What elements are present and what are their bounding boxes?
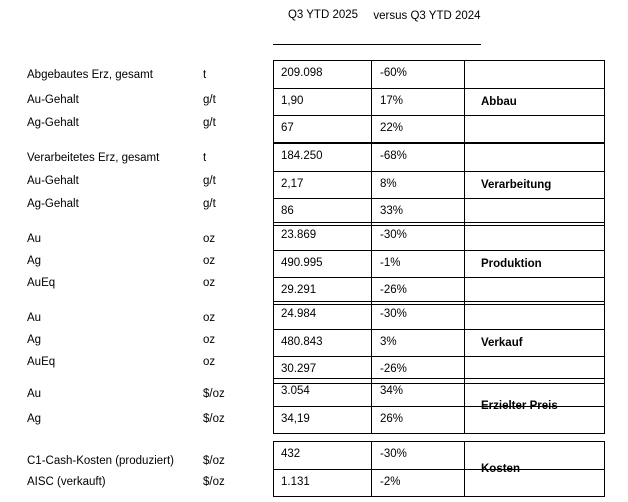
metric-unit: $/oz (203, 388, 225, 400)
value-change: -60% (373, 61, 465, 88)
values-box (273, 301, 605, 384)
metric-unit: g/t (203, 175, 216, 187)
metric-unit: oz (203, 255, 216, 267)
value-change: 17% (373, 89, 465, 115)
metric-label: AuEq (27, 356, 56, 368)
group-category-label: Erzielter Preis (481, 400, 558, 412)
header-underline (273, 44, 481, 45)
table-row (274, 198, 604, 225)
table-row (274, 144, 604, 171)
value-change: 33% (373, 199, 465, 225)
metric-unit: oz (203, 356, 216, 368)
value-change: 34% (373, 379, 465, 406)
table-row (274, 406, 604, 433)
value-change: 3% (373, 330, 465, 356)
value-current: 432 (274, 442, 372, 469)
metric-label: AISC (verkauft) (27, 476, 106, 488)
table-row (274, 223, 604, 250)
value-change: -1% (373, 251, 465, 277)
metric-label: Au (27, 388, 42, 400)
table-row (274, 250, 604, 277)
table-row (274, 61, 604, 88)
value-current: 3.054 (274, 379, 372, 406)
metric-label: Au (27, 233, 42, 245)
metric-label: Au-Gehalt (27, 94, 79, 106)
metric-unit: $/oz (203, 455, 225, 467)
value-change: -2% (373, 470, 465, 496)
metric-label: Au-Gehalt (27, 175, 79, 187)
metric-label: Ag (27, 334, 42, 346)
group-category-label: Verkauf (481, 336, 523, 349)
metric-unit: t (203, 69, 207, 81)
metric-unit: oz (203, 312, 216, 324)
metric-unit: g/t (203, 94, 216, 106)
value-change: -30% (373, 302, 465, 329)
table-row (274, 302, 604, 329)
table-row (274, 329, 604, 356)
values-box (273, 60, 605, 143)
header-period-comparison: versus Q3 YTD 2024 (373, 10, 481, 22)
metric-unit: $/oz (203, 413, 225, 425)
table-row (274, 442, 604, 469)
value-current: 2,17 (274, 172, 372, 198)
value-current: 24.984 (274, 302, 372, 329)
metric-unit: $/oz (203, 476, 225, 488)
value-current: 86 (274, 199, 372, 225)
value-change: -26% (373, 357, 465, 383)
value-current: 30.297 (274, 357, 372, 383)
value-change: -30% (373, 223, 465, 250)
metric-label: C1-Cash-Kosten (produziert) (27, 455, 175, 467)
group-category-label: Produktion (481, 257, 542, 270)
table-row (274, 115, 604, 142)
value-change: -30% (373, 442, 465, 469)
value-current: 184.250 (274, 144, 372, 171)
metric-label: Ag (27, 255, 42, 267)
table-header (0, 0, 628, 52)
value-change: 8% (373, 172, 465, 198)
metric-label: Ag (27, 413, 42, 425)
value-current: 209.098 (274, 61, 372, 88)
metric-label: Abgebautes Erz, gesamt (27, 69, 153, 81)
metric-unit: oz (203, 277, 216, 289)
group-category-label: Verarbeitung (481, 178, 552, 191)
metric-label: Ag-Gehalt (27, 117, 79, 129)
value-change: 22% (373, 116, 465, 142)
group-category-label: Kosten (481, 463, 520, 475)
value-current: 23.869 (274, 223, 372, 250)
table-row (274, 469, 604, 496)
table-row (274, 88, 604, 115)
value-change: -26% (373, 278, 465, 304)
header-period-current: Q3 YTD 2025 (287, 9, 359, 21)
value-change: 26% (373, 407, 465, 433)
values-box (273, 378, 605, 434)
metric-label: Au (27, 312, 42, 324)
metric-unit: g/t (203, 117, 216, 129)
value-current: 490.995 (274, 251, 372, 277)
value-current: 67 (274, 116, 372, 142)
metric-label: Ag-Gehalt (27, 198, 79, 210)
values-box (273, 441, 605, 497)
value-current: 29.291 (274, 278, 372, 304)
values-box (273, 143, 605, 226)
metric-unit: g/t (203, 198, 216, 210)
table-row (274, 379, 604, 406)
value-change: -68% (373, 144, 465, 171)
metric-label: AuEq (27, 277, 56, 289)
metric-unit: oz (203, 334, 216, 346)
table-row (274, 277, 604, 304)
metric-unit: oz (203, 233, 216, 245)
value-current: 1.131 (274, 470, 372, 496)
group-category-label: Abbau (481, 95, 517, 108)
metric-unit: t (203, 152, 207, 164)
values-box (273, 222, 605, 305)
metric-label: Verarbeitetes Erz, gesamt (27, 152, 160, 164)
value-current: 480.843 (274, 330, 372, 356)
value-current: 34,19 (274, 407, 372, 433)
value-current: 1,90 (274, 89, 372, 115)
table-row (274, 171, 604, 198)
